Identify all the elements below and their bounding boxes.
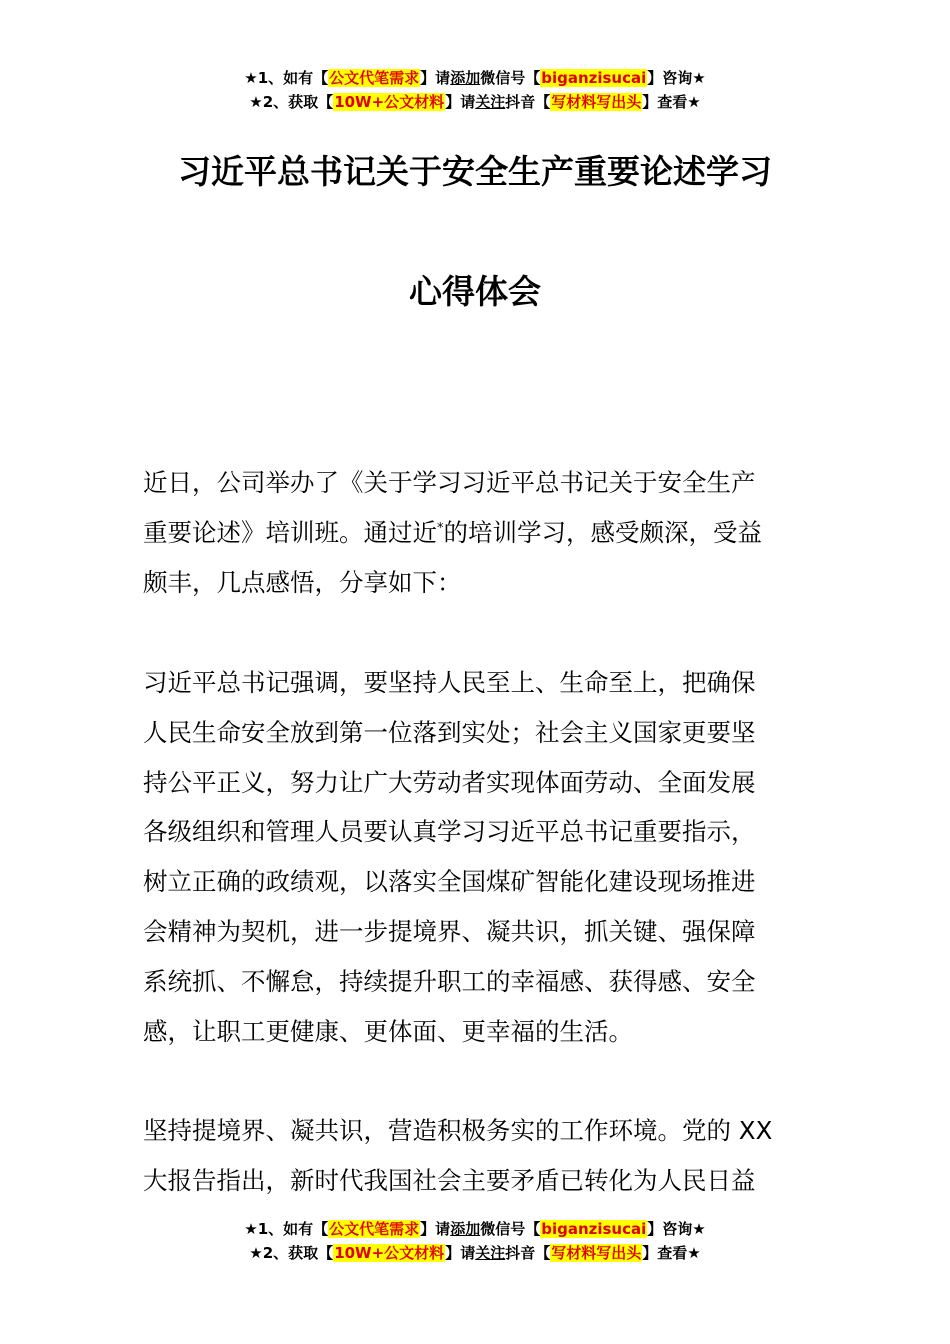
- paragraph-line: 大报告指出，新时代我国社会主要矛盾已转化为人民日益: [143, 1165, 756, 1195]
- banner-text: 抖音【: [505, 93, 551, 111]
- banner-text: 】请: [420, 1220, 451, 1238]
- banner-text: 】请: [445, 1244, 476, 1262]
- banner-text: 】查看★: [642, 1244, 701, 1262]
- paragraph-line: 习近平总书记强调，要坚持人民至上、生命至上，把确保: [143, 668, 756, 697]
- paragraph-line: 树立正确的政绩观，以落实全国煤矿智能化建设现场推进: [143, 867, 756, 897]
- paragraph-line: 各级组织和管理人员要认真学习习近平总书记重要指示，: [143, 817, 756, 847]
- paragraph-line: 持公平正义，努力让广大劳动者实现体面劳动、全面发展: [143, 767, 756, 797]
- page-title-line-1: 习近平总书记关于安全生产重要论述学习: [178, 152, 772, 191]
- banner-text: 】请: [445, 93, 476, 111]
- paragraph-line: 系统抓、不懈怠，持续提升职工的幸福感、获得感、安全: [143, 966, 756, 996]
- top-banner: [0, 66, 950, 114]
- banner-highlight: 公文代笔需求: [329, 69, 420, 87]
- paragraph-text: 的培训学习，感受颇深，受益: [443, 517, 762, 547]
- banner-line-1: [0, 1217, 950, 1241]
- paragraph-line: 人民生命安全放到第一位落到实处；社会主义国家更要坚: [143, 717, 756, 747]
- banner-underline-text: 关注: [475, 93, 506, 111]
- paragraph-2: [143, 658, 807, 1056]
- banner-text: ★2、获取【: [249, 1244, 334, 1262]
- paragraph-line: 感，让职工更健康、更体面、更幸福的生活。: [143, 1016, 633, 1046]
- banner-text: 微信号【: [480, 69, 541, 87]
- banner-text: 】请: [420, 69, 451, 87]
- banner-highlight: 写材料写出头: [551, 93, 642, 111]
- banner-text: ★2、获取【: [249, 93, 334, 111]
- bottom-banner: [0, 1217, 950, 1265]
- page-title-line-2: 心得体会: [409, 272, 541, 311]
- banner-text: 】咨询★: [647, 1220, 706, 1238]
- banner-highlight: 写材料写出头: [551, 1244, 642, 1262]
- banner-text: ★1、如有【: [244, 1220, 329, 1238]
- banner-line-2: [0, 1241, 950, 1265]
- banner-highlight: biganzisucai: [541, 1220, 647, 1238]
- banner-highlight: 10W+公文材料: [334, 93, 445, 111]
- banner-underline-text: 添加: [450, 69, 481, 87]
- banner-text: 】查看★: [642, 93, 701, 111]
- banner-highlight: biganzisucai: [541, 69, 647, 87]
- paragraph-text: 重要论述》培训班。通过近: [143, 517, 437, 547]
- banner-highlight: 10W+公文材料: [334, 1244, 445, 1262]
- banner-text: 】咨询★: [647, 69, 706, 87]
- paragraph-1: [143, 458, 807, 607]
- banner-line-2: [0, 90, 950, 114]
- paragraph-line: 近日，公司举办了《关于学习习近平总书记关于安全生产: [143, 468, 756, 497]
- paragraph-line: 会精神为契机，进一步提境界、凝共识，抓关键、强保障: [143, 916, 756, 946]
- paragraph-line: [143, 508, 807, 558]
- banner-text: ★1、如有【: [244, 69, 329, 87]
- asterisk-mark: *: [437, 520, 444, 536]
- banner-underline-text: 添加: [450, 1220, 481, 1238]
- banner-underline-text: 关注: [475, 1244, 506, 1262]
- banner-text: 抖音【: [505, 1244, 551, 1262]
- paragraph-line: 颇丰，几点感悟，分享如下：: [143, 567, 462, 597]
- banner-text: 微信号【: [480, 1220, 541, 1238]
- paragraph-line: 坚持提境界、凝共识，营造积极务实的工作环境。党的 XX: [143, 1116, 773, 1145]
- paragraph-3: [143, 1106, 807, 1206]
- banner-highlight: 公文代笔需求: [329, 1220, 420, 1238]
- banner-line-1: [0, 66, 950, 90]
